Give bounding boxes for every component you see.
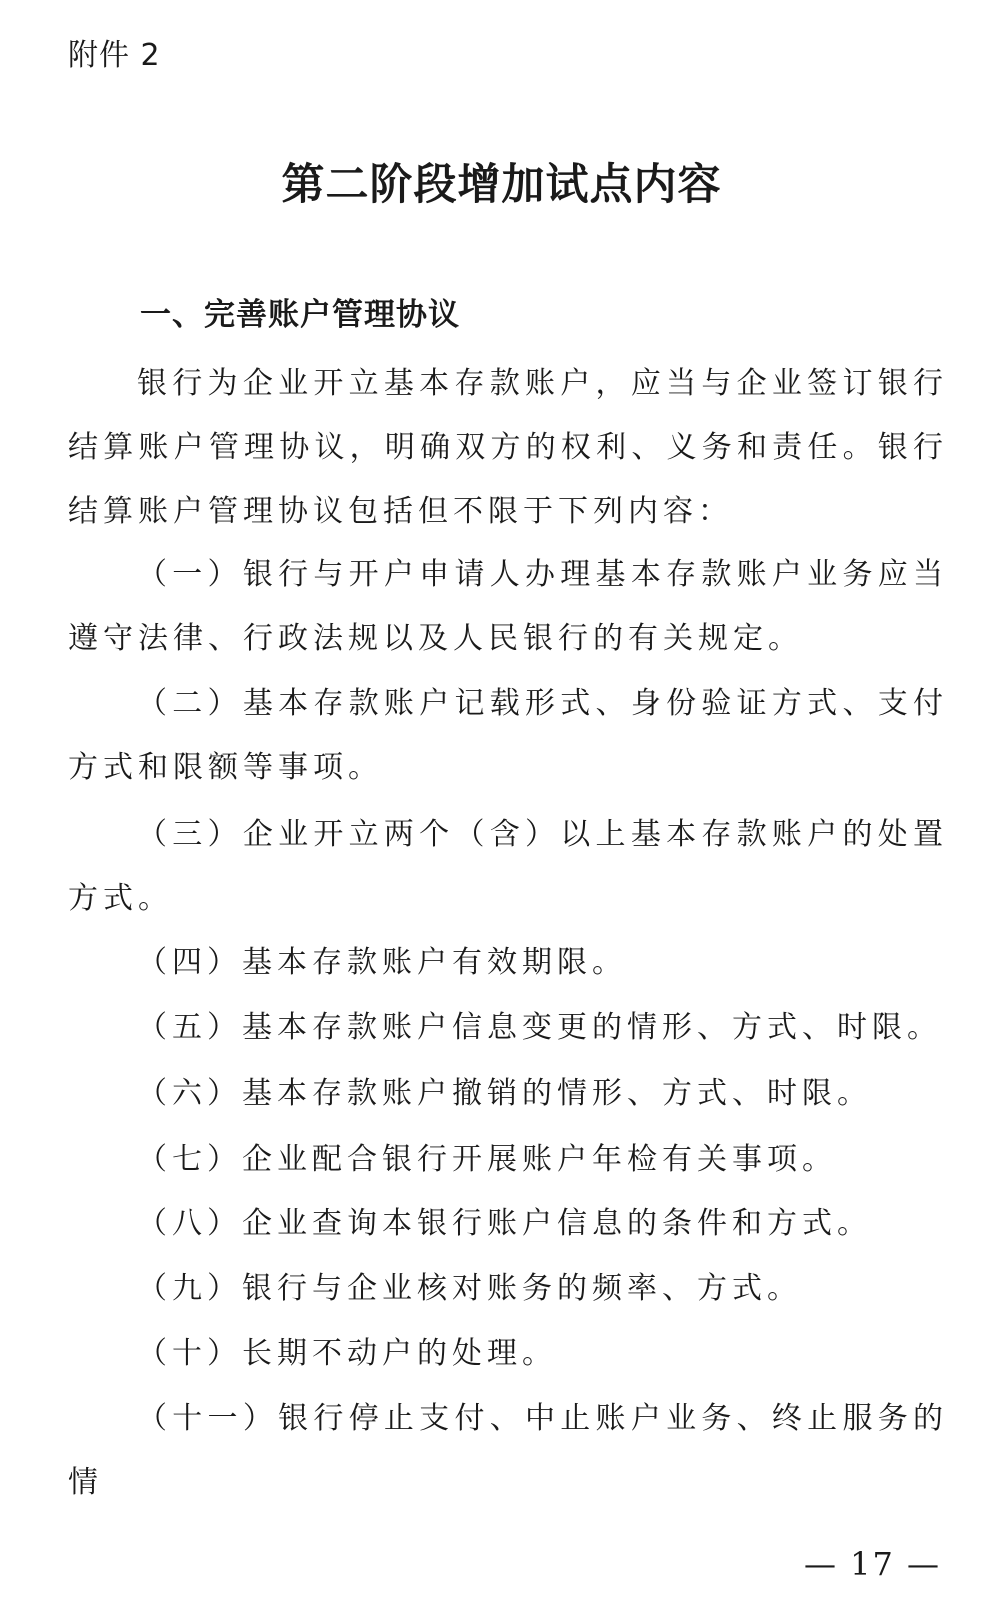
page-number: — 17 — [803, 1545, 941, 1583]
paragraph-item-3: （三）企业开立两个（含）以上基本存款账户的处置方式。 [68, 817, 948, 916]
paragraph-item-10: （十）长期不动户的处理。 [137, 1336, 557, 1371]
section-heading: 一、完善账户管理协议 [140, 297, 460, 333]
paragraph-item-7: （七）企业配合银行开展账户年检有关事项。 [137, 1142, 837, 1177]
paragraph-item-2: （二）基本存款账户记载形式、身份验证方式、支付方式和限额等事项。 [68, 686, 948, 785]
paragraph-item-9: （九）银行与企业核对账务的频率、方式。 [137, 1271, 802, 1306]
paragraph-item-1: （一）银行与开户申请人办理基本存款账户业务应当遵守法律、行政法规以及人民银行的有关规定。 [68, 557, 948, 656]
document-title: 第二阶段增加试点内容 [281, 160, 722, 210]
paragraph-item-4: （四）基本存款账户有效期限。 [137, 945, 627, 980]
paragraph-item-5: （五）基本存款账户信息变更的情形、方式、时限。 [137, 1010, 942, 1045]
paragraph-item-6: （六）基本存款账户撤销的情形、方式、时限。 [137, 1076, 872, 1111]
paragraph-item-8: （八）企业查询本银行账户信息的条件和方式。 [137, 1206, 872, 1241]
attachment-label: 附件 2 [68, 38, 161, 73]
paragraph-item-11: （十一）银行停止支付、中止账户业务、终止服务的情 [68, 1401, 948, 1500]
paragraph-intro: 银行为企业开立基本存款账户，应当与企业签订银行结算账户管理协议，明确双方的权利、义务和责任。银行结算账户管理协议包括但不限于下列内容： [68, 366, 948, 529]
